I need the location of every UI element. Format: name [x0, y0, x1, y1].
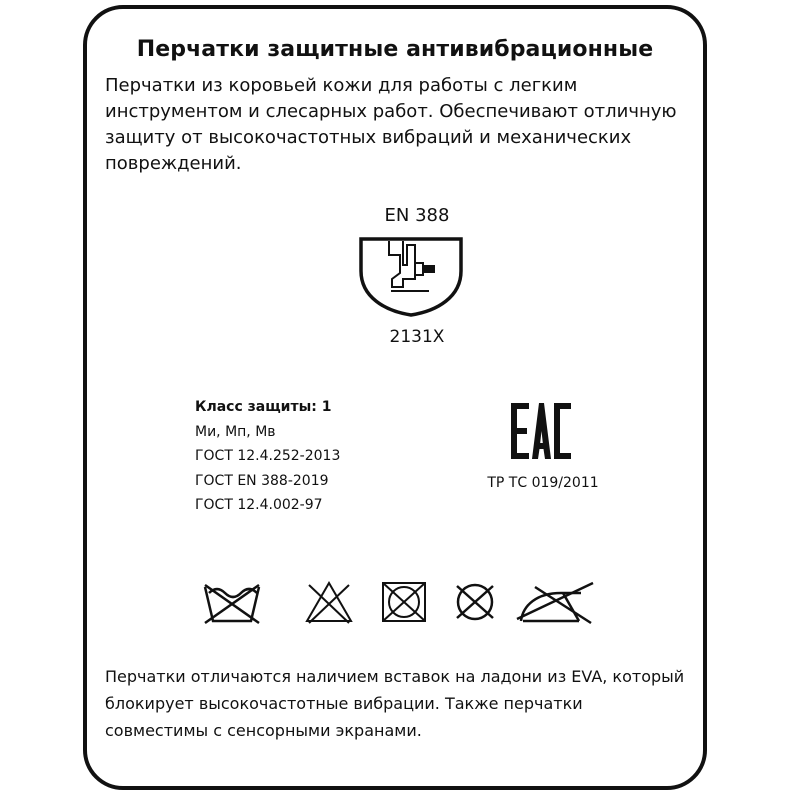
no-bleach-icon: [307, 583, 351, 623]
specs-block: [195, 395, 340, 518]
en388-shield-icon: [355, 235, 467, 317]
no-wash-icon: [205, 585, 259, 623]
en388-code: 2131X: [389, 327, 445, 347]
product-card: [83, 5, 707, 790]
intro-text: Перчатки из коровьей кожи для работы с легким инструментом и слесарных работ. Обеспечивают отличную защиту от высокочастотных вибраций и механических повреждений.: [105, 75, 677, 174]
spec-line: ГОСТ 12.4.002-97: [195, 497, 323, 514]
no-tumble-dry-icon: [383, 583, 425, 621]
spec-line: ГОСТ EN 388-2019: [195, 472, 329, 489]
page-title: Перчатки защитные антивибрационные: [136, 37, 654, 62]
care-symbols: [199, 577, 609, 627]
protection-class: Класс защиты: 1: [195, 399, 332, 415]
spec-line: ГОСТ 12.4.252-2013: [195, 448, 341, 465]
en388-label: EN 388: [384, 205, 450, 226]
no-dry-clean-icon: [457, 585, 493, 619]
spec-line: Ми, Мп, Мв: [195, 423, 276, 440]
no-iron-icon: [517, 583, 593, 623]
bottom-text: Перчатки отличаются наличием вставок на ладони из EVA, который блокирует высокочастотные вибрации. Также перчатки совместимы с сенсорными экранами.: [105, 667, 685, 740]
tr-regulation: ТР ТС 019/2011: [487, 475, 599, 491]
eac-mark-icon: [511, 403, 571, 459]
